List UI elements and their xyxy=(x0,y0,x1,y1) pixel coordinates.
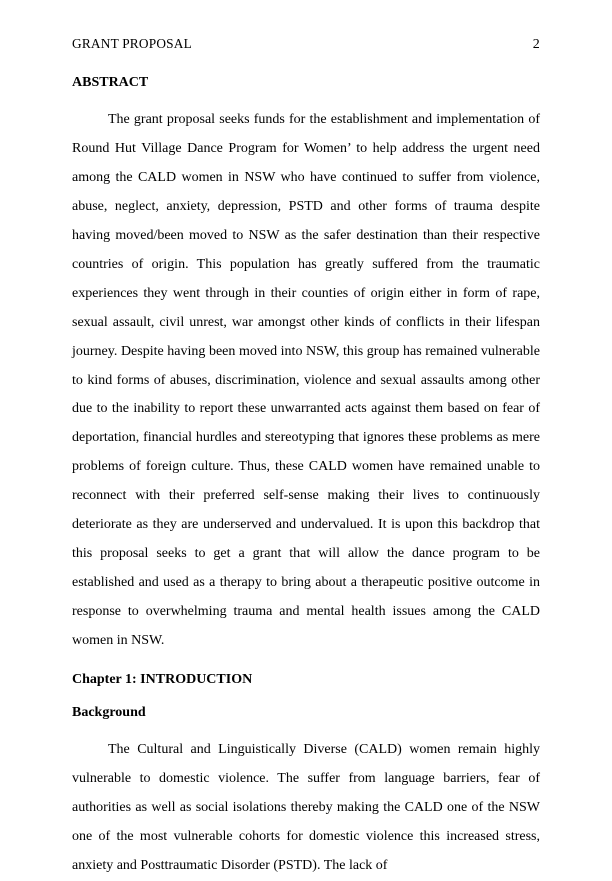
running-head-title: GRANT PROPOSAL xyxy=(72,36,192,51)
background-heading: Background xyxy=(72,705,146,720)
abstract-heading: ABSTRACT xyxy=(72,75,149,90)
page-number: 2 xyxy=(532,37,540,52)
background-paragraph: The Cultural and Linguistically Diverse (CALD) women remain highly vulnerable to domestic violence. The suffer from language barriers, fear of authorities as well as social isolations thereby making the CALD one of the NSW one of the most vulnerable cohorts for domestic violence this increased stress, anxiety and Posttraumatic Disorder (PSTD). The lack of xyxy=(72,741,540,873)
abstract-paragraph: The grant proposal seeks funds for the establishment and implementation of Round Hut Village Dance Program for Women’ to help address the urgent need among the CALD women in NSW who have continued to suffer from violence, abuse, neglect, anxiety, depression, PSTD and other forms of trauma despite having moved/been moved to NSW as the safer destination than their respective countries of origin. This population has greatly suffered from the traumatic experiences they went through in their counties of origin either in form of rape, sexual assault, civil unrest, war amongst other kinds of conflicts in their lifespan journey. Despite having been moved into NSW, this group has remained vulnerable to kind forms of abuses, discrimination, violence and sexual assaults among other due to the inability to report these unwarranted acts against them based on fear of deportation, financial hurdles and stereotyping that ignores these problems as mere problems of foreign culture. Thus, these CALD women have remained unable to reconnect with their preferred self-sense making their lives to continuously deteriorate as they are underserved and undervalued. It is upon this backdrop that this proposal seeks to get a grant that will allow the dance program to be established and used as a therapy to bring about a therapeutic positive outcome in response to overwhelming trauma and mental health issues among the CALD women in NSW. xyxy=(72,111,540,649)
page-header xyxy=(72,36,540,53)
chapter-heading: Chapter 1: INTRODUCTION xyxy=(72,672,253,688)
